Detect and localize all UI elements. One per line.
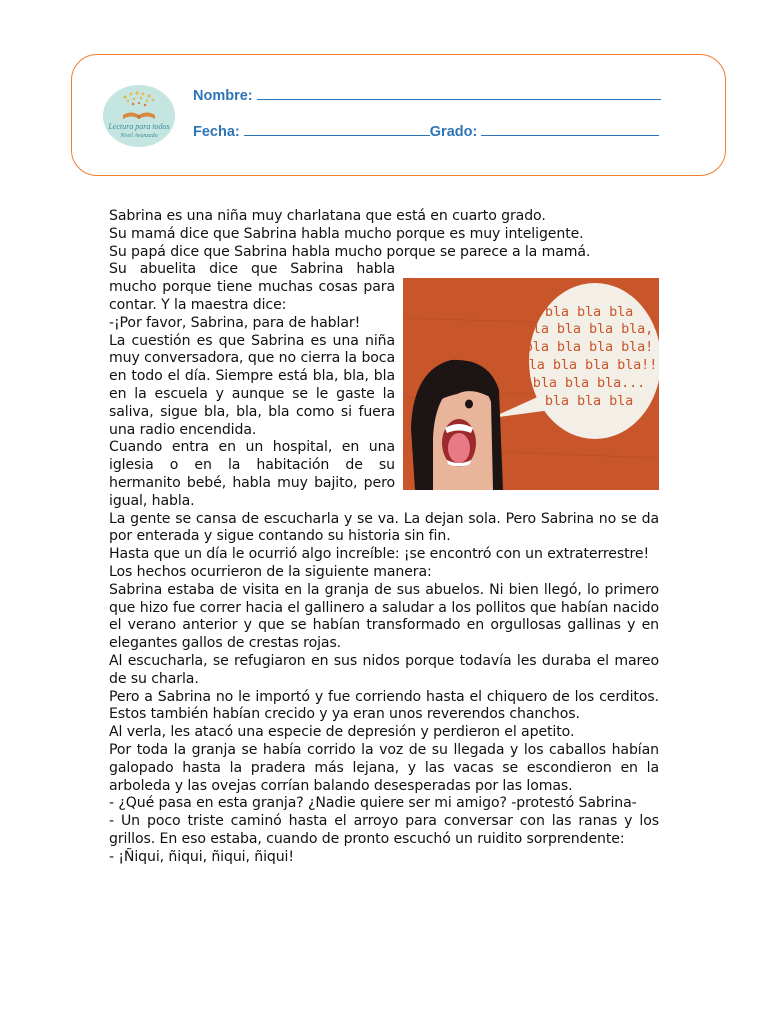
name-line[interactable] (257, 85, 661, 100)
paragraph: - ¿Qué pasa en esta granja? ¿Nadie quiere ser mi amigo? -protestó Sabrina- (109, 795, 637, 812)
date-label: Fecha: (193, 124, 240, 140)
paragraph: Su abuelita dice que Sabrina habla mucho porque tiene muchas cosas para contar. Y la maestra dice: (109, 261, 395, 313)
svg-text:bla bla bla...: bla bla bla... (532, 375, 646, 391)
paragraph: Pero a Sabrina no le importó y fue corriendo hasta el chiquero de los cerditos. Estos también habían crecido y ya eran unos reverendos chanchos. (109, 688, 659, 723)
svg-text:Lectura para todos: Lectura para todos (108, 122, 170, 131)
svg-text:bla bla bla: bla bla bla (544, 304, 634, 320)
svg-text:bla bla bla: bla bla bla (544, 393, 634, 409)
story-text (109, 208, 659, 866)
paragraph: Sabrina estaba de visita en la granja de sus abuelos. Ni bien llegó, lo primero que hizo fue correr hacia el gallinero a saludar a los pollitos que habían nacido el verano anterior y que se habían transformado en orgullosas gallinas y en elegantes gallos de crestas rojas. (109, 581, 659, 652)
svg-text:bla bla bla bla,: bla bla bla bla, (524, 321, 654, 337)
svg-text:Nivel Avanzado: Nivel Avanzado (120, 133, 158, 139)
svg-text:bla bla bla bla!!: bla bla bla bla!! (520, 357, 658, 373)
name-label: Nombre: (193, 88, 253, 104)
paragraph: - ¡Ñiqui, ñiqui, ñiqui, ñiqui! (109, 848, 294, 865)
illustration-girl-talking (403, 278, 659, 490)
paragraph: Al verla, les atacó una especie de depresión y perdieron el apetito. (109, 724, 575, 741)
date-grade-row (193, 121, 659, 140)
header-box (71, 54, 726, 176)
paragraph: La cuestión es que Sabrina es una niña muy conversadora, que no cierra la boca en todo el día. Siempre está bla, bla, bla en la escuela y aunque se le gaste la saliva, sigue bla, bla, bla como si fuera una radio encendida. (109, 332, 395, 438)
paragraph: Su mamá dice que Sabrina habla mucho porque es muy inteligente. (109, 225, 584, 242)
date-line[interactable] (244, 121, 430, 136)
logo (103, 85, 175, 147)
paragraph: Sabrina es una niña muy charlatana que está en cuarto grado. (109, 208, 546, 224)
paragraph: Su papá dice que Sabrina habla mucho porque se parece a la mamá. (109, 243, 591, 260)
grade-line[interactable] (481, 121, 659, 136)
paragraph: -¡Por favor, Sabrina, para de hablar! (109, 314, 361, 331)
paragraph: Al escucharla, se refugiaron en sus nidos porque todavía les duraba el mareo de su charla. (109, 652, 659, 687)
paragraph: Cuando entra en un hospital, en una iglesia o en la habitación de su hermanito bebé, habla muy bajito, pero igual, habla. (109, 439, 395, 509)
paragraph: Hasta que un día le ocurrió algo increíble: ¡se encontró con un extraterrestre! (109, 546, 650, 563)
paragraph: - Un poco triste caminó hasta el arroyo para conversar con las ranas y los grillos. En eso estaba, cuando de pronto escuchó un ruidito sorprendente: (109, 813, 659, 847)
svg-text:bla bla bla bla!: bla bla bla bla! (524, 339, 654, 355)
grade-label: Grado: (429, 124, 478, 140)
paragraph: La gente se cansa de escucharla y se va. La dejan sola. Pero Sabrina no se da por enterada y sigue contando su historia sin fin. (109, 510, 659, 545)
paragraph: Por toda la granja se había corrido la voz de su llegada y los caballos habían galopado hasta la pradera más lejana, y las vacas se escondieron en la arboleda y las ovejas corrían balando desesperadas por las lomas. (109, 741, 659, 794)
name-row (193, 85, 661, 104)
paragraph: Los hechos ocurrieron de la siguiente manera: (109, 563, 432, 580)
